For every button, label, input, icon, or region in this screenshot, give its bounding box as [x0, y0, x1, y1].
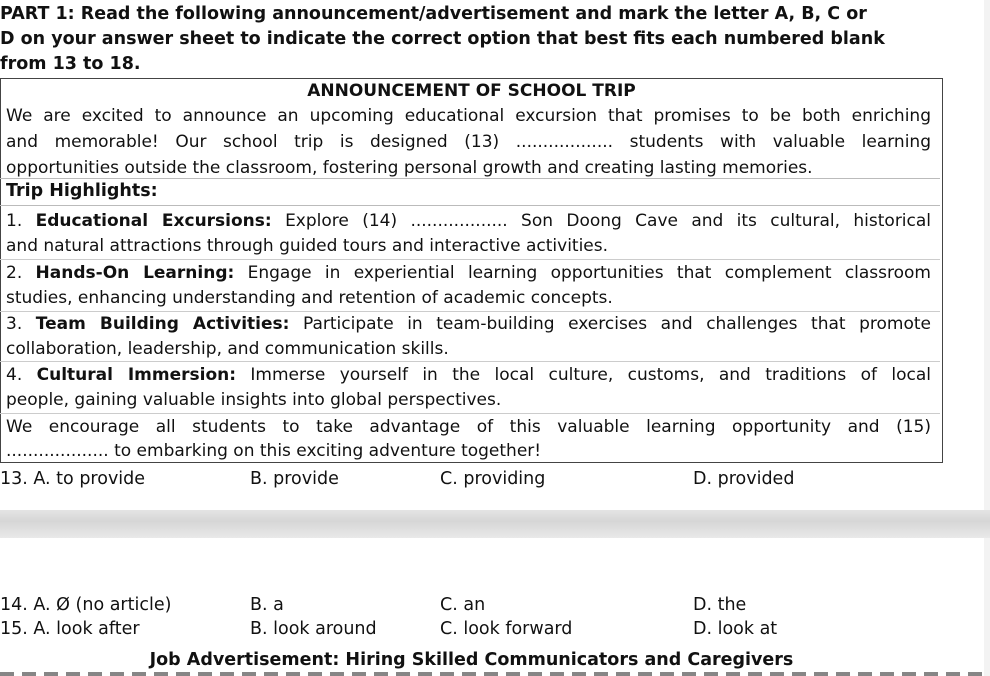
highlight-3-text: Participate in team-building exercises and challenges that promote: [289, 314, 932, 334]
highlight-1-num: 1.: [6, 211, 23, 231]
intro-line-1: We are excited to announce an upcoming educational excursion that promises to be both enriching: [6, 106, 931, 126]
q13-option-d: D. provided: [693, 469, 795, 489]
instructions-line-3: from 13 to 18.: [0, 54, 141, 74]
highlight-4-line-2: people, gaining valuable insights into global perspectives.: [6, 390, 502, 410]
question-15-options: [0, 619, 990, 643]
q15-option-c: C. look forward: [440, 619, 573, 639]
closing-line-1: We encourage all students to take advantage of this valuable learning opportunity and (15): [6, 417, 931, 437]
instructions-line-1: PART 1: Read the following announcement/advertisement and mark the letter A, B, C or: [0, 4, 867, 24]
job-advertisement-title: Job Advertisement: Hiring Skilled Communicators and Caregivers: [149, 650, 794, 670]
divider: [0, 413, 940, 414]
q13-option-a: 13. A. to provide: [0, 469, 146, 489]
highlight-3-line-1: [6, 313, 931, 335]
highlight-4-text: Immerse yourself in the local culture, customs, and traditions of local: [236, 365, 931, 385]
highlight-2-line-2: studies, enhancing understanding and retention of academic concepts.: [6, 288, 613, 308]
q15-option-d: D. look at: [693, 619, 778, 639]
highlight-2-num: 2.: [6, 263, 23, 283]
page-edge-shadow: [984, 0, 990, 676]
instructions-line-2: D on your answer sheet to indicate the correct option that best fits each numbered blank: [0, 29, 885, 49]
highlight-4-num: 4.: [6, 365, 23, 385]
intro-line-2: and memorable! Our school trip is designed (13) .................. students with valuable learning: [6, 132, 931, 152]
highlight-1-line-1: [6, 210, 931, 232]
q14-option-c: C. an: [440, 595, 486, 615]
highlight-4-title: Cultural Immersion:: [36, 365, 237, 385]
cut-off-text-line: [0, 672, 990, 676]
highlight-2-text: Engage in experiential learning opportunities that complement classroom: [234, 263, 931, 283]
highlight-3-title: Team Building Activities:: [35, 314, 290, 334]
q13-option-b: B. provide: [250, 469, 339, 489]
question-13-options: [0, 469, 990, 493]
instructions: [0, 2, 985, 77]
question-14-options: [0, 595, 990, 619]
q14-option-a: 14. A. Ø (no article): [0, 595, 172, 615]
highlights-heading-row: [0, 178, 940, 206]
q13-option-c: C. providing: [440, 469, 546, 489]
q15-option-b: B. look around: [250, 619, 377, 639]
highlight-1-text: Explore (14) .................. Son Doong Cave and its cultural, historical: [271, 211, 932, 231]
highlight-1-line-2: and natural attractions through guided tours and interactive activities.: [6, 236, 609, 256]
highlight-3-line-2: collaboration, leadership, and communication skills.: [6, 339, 449, 359]
highlight-1-title: Educational Excursions:: [35, 211, 272, 231]
divider: [0, 311, 940, 312]
announcement-title: ANNOUNCEMENT OF SCHOOL TRIP: [307, 81, 636, 101]
divider: [0, 259, 940, 260]
highlight-4-line-1: [6, 364, 931, 386]
intro-line-3: opportunities outside the classroom, fostering personal growth and creating lasting memories.: [6, 158, 813, 178]
highlights-heading: Trip Highlights:: [6, 181, 158, 201]
page-break-band: [0, 510, 990, 538]
q14-option-b: B. a: [250, 595, 284, 615]
closing-line-2: ................... to embarking on this exciting adventure together!: [6, 441, 542, 461]
q14-option-d: D. the: [693, 595, 747, 615]
highlight-3-num: 3.: [6, 314, 23, 334]
q15-option-a: 15. A. look after: [0, 619, 140, 639]
highlight-2-line-1: [6, 262, 931, 284]
highlight-2-title: Hands-On Learning:: [35, 263, 235, 283]
divider: [0, 361, 940, 362]
